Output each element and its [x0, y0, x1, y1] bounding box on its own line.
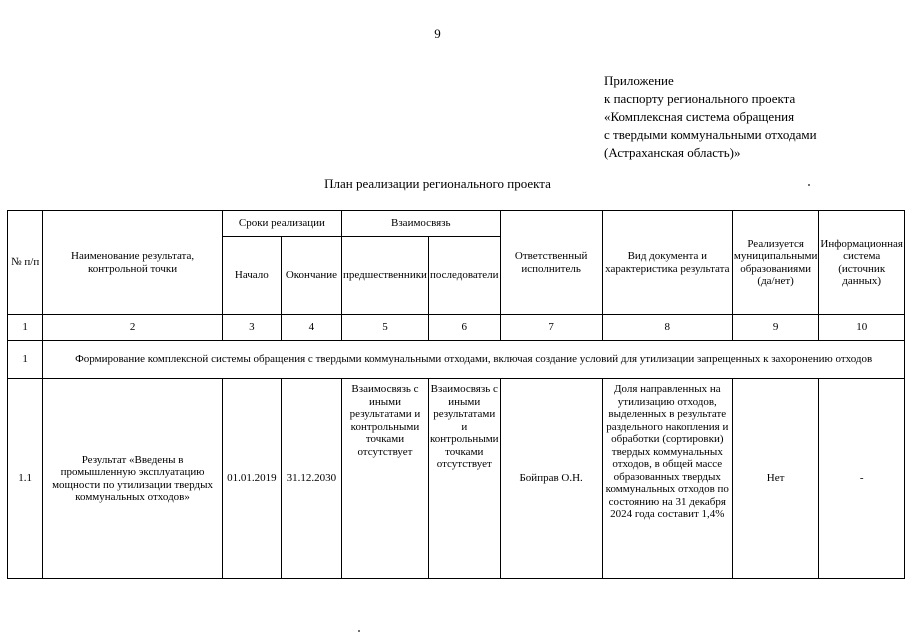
row-info-system: -: [819, 379, 905, 579]
header-terms: Сроки реализации: [222, 211, 341, 237]
header-predecessors: предшественники: [342, 237, 429, 315]
header-doc-type: Вид документа и характеристика результата: [602, 211, 732, 315]
appendix-block: [604, 72, 817, 162]
row-doc-type: Доля направленных на утилизацию отходов, выделенных в результате раздельного накопления и обработки (сортировки) твердых коммунальных отходов, в общей массе образованных твердых коммунальных отходов по состоянию на 31 декабря 2024 года составит 1,4%: [602, 379, 732, 579]
section-title: Формирование комплексной системы обращения с твердыми коммунальными отходами, включая создание условий для утилизации запрещенных к захоронению отходов: [43, 341, 905, 379]
header-start: Начало: [222, 237, 281, 315]
table-row: [8, 379, 905, 579]
row-name: Результат «Введены в промышленную эксплуатацию мощности по утилизации твердых коммунальных отходов»: [43, 379, 222, 579]
header-row: [8, 211, 905, 237]
column-number: 2: [43, 315, 222, 341]
page-number: 9: [434, 26, 441, 41]
row-municipal: Нет: [732, 379, 819, 579]
row-num: 1.1: [8, 379, 43, 579]
appendix-line: с твердыми коммунальными отходами: [604, 127, 817, 142]
column-number: 6: [428, 315, 500, 341]
scan-speck: [808, 184, 810, 186]
section-row: [8, 341, 905, 379]
header-municipal: Реализуется муниципальными образованиями (да/нет): [732, 211, 819, 315]
header-relation: Взаимосвязь: [342, 211, 501, 237]
column-number: 10: [819, 315, 905, 341]
header-info-system: Информационная система (источник данных): [819, 211, 905, 315]
appendix-line: к паспорту регионального проекта: [604, 91, 796, 106]
column-number: 7: [500, 315, 602, 341]
header-end: Окончание: [281, 237, 341, 315]
column-number: 8: [602, 315, 732, 341]
row-executor: Бойправ О.Н.: [500, 379, 602, 579]
row-start: 01.01.2019: [222, 379, 281, 579]
appendix-line: Приложение: [604, 73, 674, 88]
column-number-row: [8, 315, 905, 341]
plan-title: План реализации регионального проекта: [324, 176, 551, 191]
implementation-plan-table: [7, 210, 905, 579]
column-number: 9: [732, 315, 819, 341]
header-successors: последователи: [428, 237, 500, 315]
column-number: 3: [222, 315, 281, 341]
scan-speck: [358, 630, 360, 632]
header-name: Наименование результата, контрольной точки: [43, 211, 222, 315]
appendix-line: (Астраханская область)»: [604, 145, 741, 160]
column-number: 5: [342, 315, 429, 341]
header-executor: Ответственный исполнитель: [500, 211, 602, 315]
header-num: № п/п: [8, 211, 43, 315]
row-successors: Взаимосвязь с иными результатами и контрольными точками отсутствует: [428, 379, 500, 579]
row-predecessors: Взаимосвязь с иными результатами и контрольными точками отсутствует: [342, 379, 429, 579]
section-num: 1: [8, 341, 43, 379]
appendix-line: «Комплексная система обращения: [604, 109, 795, 124]
column-number: 1: [8, 315, 43, 341]
column-number: 4: [281, 315, 341, 341]
row-end: 31.12.2030: [281, 379, 341, 579]
